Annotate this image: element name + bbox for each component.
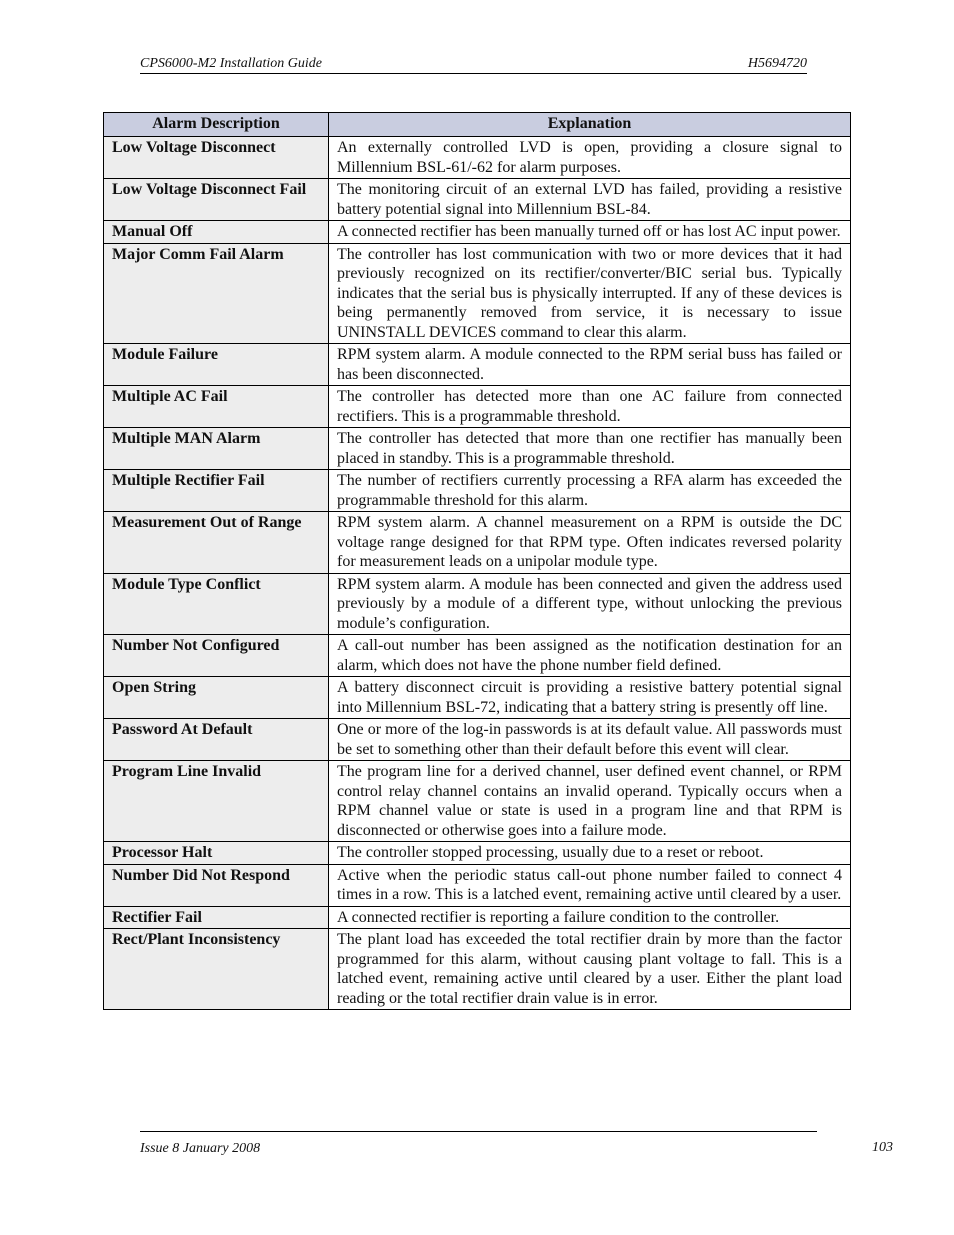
table-row [104, 243, 851, 344]
alarm-description-cell: Multiple AC Fail [104, 386, 329, 428]
alarm-description-cell: Number Not Configured [104, 635, 329, 677]
alarm-explanation-cell: Active when the periodic status call-out phone number failed to connect 4 times in a row. This is a latched event, remaining active until cleared by a user. [329, 864, 851, 906]
alarm-description-cell: Low Voltage Disconnect [104, 137, 329, 179]
alarm-description-cell: Password At Default [104, 719, 329, 761]
table-row [104, 761, 851, 842]
page-footer [140, 1131, 817, 1156]
table-header-row [104, 113, 851, 137]
alarm-description-cell: Major Comm Fail Alarm [104, 243, 329, 344]
alarm-explanation-cell: The controller has lost communication with two or more devices that it had previously recognized on its rectifier/converter/BIC serial bus. Typically indicates that the serial bus is physically interrupted. If any of these devices is being permanently removed from service, it is necessary to issue UNINSTALL DEVICES command to clear this alarm. [329, 243, 851, 344]
alarm-explanation-cell: One or more of the log-in passwords is at its default value. All passwords must be set to something other than their default before this event will clear. [329, 719, 851, 761]
table-row [104, 573, 851, 635]
table-row [104, 864, 851, 906]
column-header-alarm-description: Alarm Description [104, 113, 329, 137]
table-row [104, 635, 851, 677]
alarm-description-cell: Multiple MAN Alarm [104, 428, 329, 470]
alarm-explanation-cell: A connected rectifier is reporting a failure condition to the controller. [329, 906, 851, 929]
alarm-explanation-cell: The controller stopped processing, usually due to a reset or reboot. [329, 842, 851, 865]
table-row [104, 221, 851, 244]
alarm-explanation-cell: The controller has detected that more than one rectifier has manually been placed in standby. This is a programmable threshold. [329, 428, 851, 470]
alarm-explanation-cell: RPM system alarm. A module has been connected and given the address used previously by a module of a different type, without unlocking the previous module’s configuration. [329, 573, 851, 635]
alarm-explanation-cell: The number of rectifiers currently processing a RFA alarm has exceeded the programmable threshold for this alarm. [329, 470, 851, 512]
table-row [104, 719, 851, 761]
alarm-description-cell: Low Voltage Disconnect Fail [104, 179, 329, 221]
table-row [104, 512, 851, 574]
table-row [104, 428, 851, 470]
alarm-table-body [104, 137, 851, 1010]
column-header-explanation: Explanation [329, 113, 851, 137]
alarm-description-cell: Processor Halt [104, 842, 329, 865]
alarm-explanation-cell: The program line for a derived channel, user defined event channel, or RPM control relay channel contains an invalid operand. Typically occurs when a RPM channel value or state is used in a program line and that RPM is disconnected or otherwise goes into a failure mode. [329, 761, 851, 842]
alarm-explanation-cell: RPM system alarm. A channel measurement on a RPM is outside the DC voltage range designed for that RPM type. Often indicates reversed polarity for measurement leads on a unipolar module type. [329, 512, 851, 574]
issue-date: Issue 8 January 2008 [140, 1141, 261, 1156]
alarm-description-cell: Manual Off [104, 221, 329, 244]
document-id: H5694720 [747, 56, 807, 71]
alarm-table [103, 112, 851, 1010]
alarm-description-cell: Measurement Out of Range [104, 512, 329, 574]
table-row [104, 179, 851, 221]
table-row [104, 677, 851, 719]
alarm-description-cell: Program Line Invalid [104, 761, 329, 842]
table-row [104, 344, 851, 386]
alarm-explanation-cell: A call-out number has been assigned as the notification destination for an alarm, which does not have the phone number field defined. [329, 635, 851, 677]
document-title: CPS6000-M2 Installation Guide [140, 56, 322, 71]
table-row [104, 137, 851, 179]
alarm-description-cell: Open String [104, 677, 329, 719]
table-row [104, 842, 851, 865]
table-row [104, 470, 851, 512]
alarm-description-cell: Module Type Conflict [104, 573, 329, 635]
alarm-description-cell: Rect/Plant Inconsistency [104, 929, 329, 1010]
alarm-description-cell: Module Failure [104, 344, 329, 386]
table-row [104, 906, 851, 929]
table-row [104, 929, 851, 1010]
alarm-explanation-cell: RPM system alarm. A module connected to the RPM serial buss has failed or has been disconnected. [329, 344, 851, 386]
alarm-description-cell: Number Did Not Respond [104, 864, 329, 906]
alarm-explanation-cell: The plant load has exceeded the total rectifier drain by more than the factor programmed for this alarm, without causing plant voltage to fall. This is a latched event, remaining active until cleared by a user. Either the plant load reading or the total rectifier drain value is in error. [329, 929, 851, 1010]
alarm-explanation-cell: A connected rectifier has been manually turned off or has lost AC input power. [329, 221, 851, 244]
alarm-description-cell: Multiple Rectifier Fail [104, 470, 329, 512]
page-number: 103 [872, 1140, 893, 1155]
table-row [104, 386, 851, 428]
alarm-explanation-cell: The controller has detected more than one AC failure from connected rectifiers. This is a programmable threshold. [329, 386, 851, 428]
alarm-explanation-cell: A battery disconnect circuit is providing a resistive battery potential signal into Millennium BSL-72, indicating that a battery string is presently off line. [329, 677, 851, 719]
alarm-description-cell: Rectifier Fail [104, 906, 329, 929]
alarm-explanation-cell: The monitoring circuit of an external LVD has failed, providing a resistive battery potential signal into Millennium BSL-84. [329, 179, 851, 221]
page-header [140, 56, 807, 74]
alarm-explanation-cell: An externally controlled LVD is open, providing a closure signal to Millennium BSL-61/-62 for alarm purposes. [329, 137, 851, 179]
